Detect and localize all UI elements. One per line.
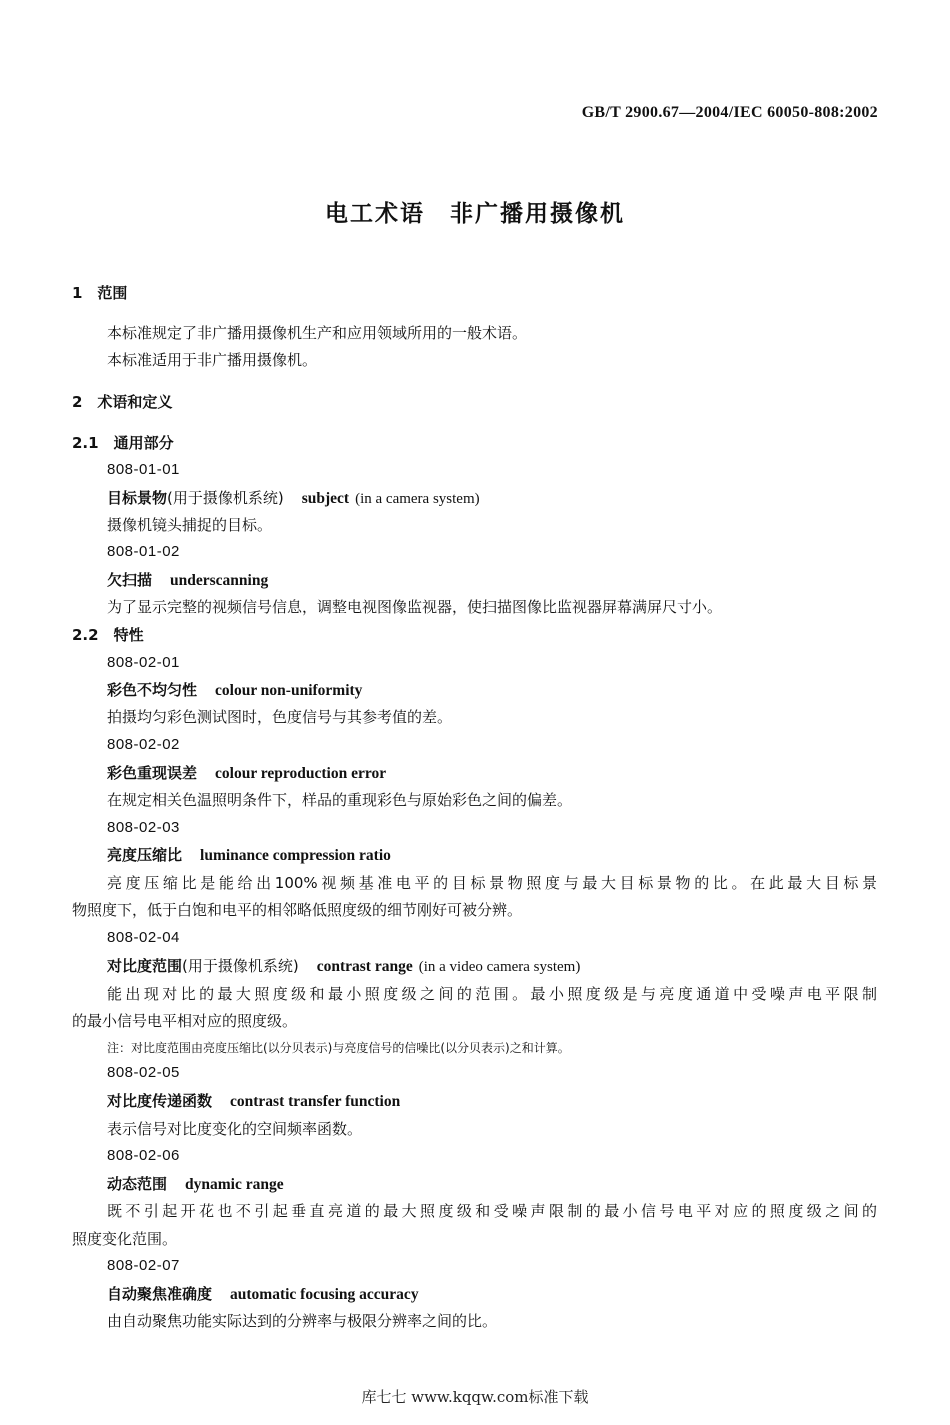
term-heading xyxy=(107,1284,419,1305)
term-code: 808-02-06 xyxy=(107,1147,180,1164)
term-definition-line-1: 能出现对比的最大照度级和最小照度级之间的范围。最小照度级是与亮度通道中受噪声电平限制 xyxy=(107,985,877,1003)
term-definition: 由自动聚焦功能实际达到的分辨率与极限分辨率之间的比。 xyxy=(107,1312,498,1330)
term-chinese-note: (用于摄像机系统) xyxy=(182,957,299,975)
term-definition-line-2: 物照度下，低于白饱和电平的相邻略低照度级的细节刚好可被分辨。 xyxy=(72,901,523,919)
term-english: underscanning xyxy=(170,572,269,589)
term-heading xyxy=(107,680,362,701)
term-chinese-note: (用于摄像机系统) xyxy=(167,489,284,507)
term-code: 808-02-05 xyxy=(107,1064,180,1081)
term-english: contrast transfer function xyxy=(230,1093,401,1110)
term-chinese: 亮度压缩比 xyxy=(107,846,183,864)
footer-watermark: 库七七 www.kqqw.com标准下载 xyxy=(361,1388,589,1406)
term-english: automatic focusing accuracy xyxy=(230,1286,419,1303)
term-english: luminance compression ratio xyxy=(200,847,391,864)
term-heading xyxy=(107,1091,400,1112)
term-code: 808-01-01 xyxy=(107,461,180,478)
term-code: 808-02-04 xyxy=(107,929,180,946)
term-code: 808-02-02 xyxy=(107,736,180,753)
term-chinese: 目标景物 xyxy=(107,489,168,507)
term-english-note: (in a camera system) xyxy=(355,491,480,507)
term-english: contrast range xyxy=(316,958,413,975)
term-heading xyxy=(107,845,391,866)
subsection-heading-characteristics: 2.2 特性 xyxy=(72,626,144,644)
section-heading-scope: 1 范围 xyxy=(72,284,128,302)
term-definition: 摄像机镜头捕捉的目标。 xyxy=(107,516,273,534)
term-heading xyxy=(107,763,386,784)
page-title: 电工术语 非广播用摄像机 xyxy=(325,201,625,227)
term-chinese: 动态范围 xyxy=(107,1175,168,1193)
scope-paragraph-2: 本标准适用于非广播用摄像机。 xyxy=(107,351,318,369)
term-code: 808-02-07 xyxy=(107,1257,180,1274)
term-english-note: (in a video camera system) xyxy=(418,959,581,975)
scope-paragraph-1: 本标准规定了非广播用摄像机生产和应用领域所用的一般术语。 xyxy=(107,324,528,342)
term-definition-line-1: 既不引起开花也不引起垂直亮道的最大照度级和受噪声限制的最小信号电平对应的照度级之间的 xyxy=(107,1202,877,1220)
term-chinese: 彩色不均匀性 xyxy=(107,681,198,699)
term-heading xyxy=(107,956,580,977)
term-definition: 表示信号对比度变化的空间频率函数。 xyxy=(107,1120,363,1138)
term-chinese: 彩色重现误差 xyxy=(107,764,198,782)
term-chinese: 欠扫描 xyxy=(107,571,153,589)
term-chinese: 对比度范围 xyxy=(107,957,183,975)
term-chinese: 对比度传递函数 xyxy=(107,1092,213,1110)
term-code: 808-01-02 xyxy=(107,543,180,560)
term-english: dynamic range xyxy=(185,1176,284,1193)
term-definition-line-1: 亮度压缩比是能给出100%视频基准电平的目标景物照度与最大目标景物的比。在此最大目标景 xyxy=(107,874,877,892)
term-english: colour non-uniformity xyxy=(215,682,363,699)
term-heading xyxy=(107,1174,284,1195)
term-english: subject xyxy=(301,490,350,507)
term-note: 注：对比度范围由亮度压缩比(以分贝表示)与亮度信号的信噪比(以分贝表示)之和计算。 xyxy=(107,1041,570,1055)
term-heading xyxy=(107,570,268,591)
term-definition-line-2: 的最小信号电平相对应的照度级。 xyxy=(72,1012,298,1030)
term-definition: 在规定相关色温照明条件下，样品的重现彩色与原始彩色之间的偏差。 xyxy=(107,791,573,809)
term-code: 808-02-03 xyxy=(107,819,180,836)
section-heading-terms: 2 术语和定义 xyxy=(72,393,173,411)
term-chinese: 自动聚焦准确度 xyxy=(107,1285,213,1303)
term-english: colour reproduction error xyxy=(215,765,387,782)
term-definition-line-2: 照度变化范围。 xyxy=(72,1230,178,1248)
subsection-heading-general: 2.1 通用部分 xyxy=(72,434,174,452)
term-definition: 为了显示完整的视频信号信息，调整电视图像监视器，使扫描图像比监视器屏幕满屏尺寸小。 xyxy=(107,598,723,616)
term-heading xyxy=(107,488,480,509)
term-definition: 拍摄均匀彩色测试图时，色度信号与其参考值的差。 xyxy=(107,708,453,726)
document-code: GB/T 2900.67—2004/IEC 60050-808:2002 xyxy=(581,104,878,121)
term-code: 808-02-01 xyxy=(107,654,180,671)
